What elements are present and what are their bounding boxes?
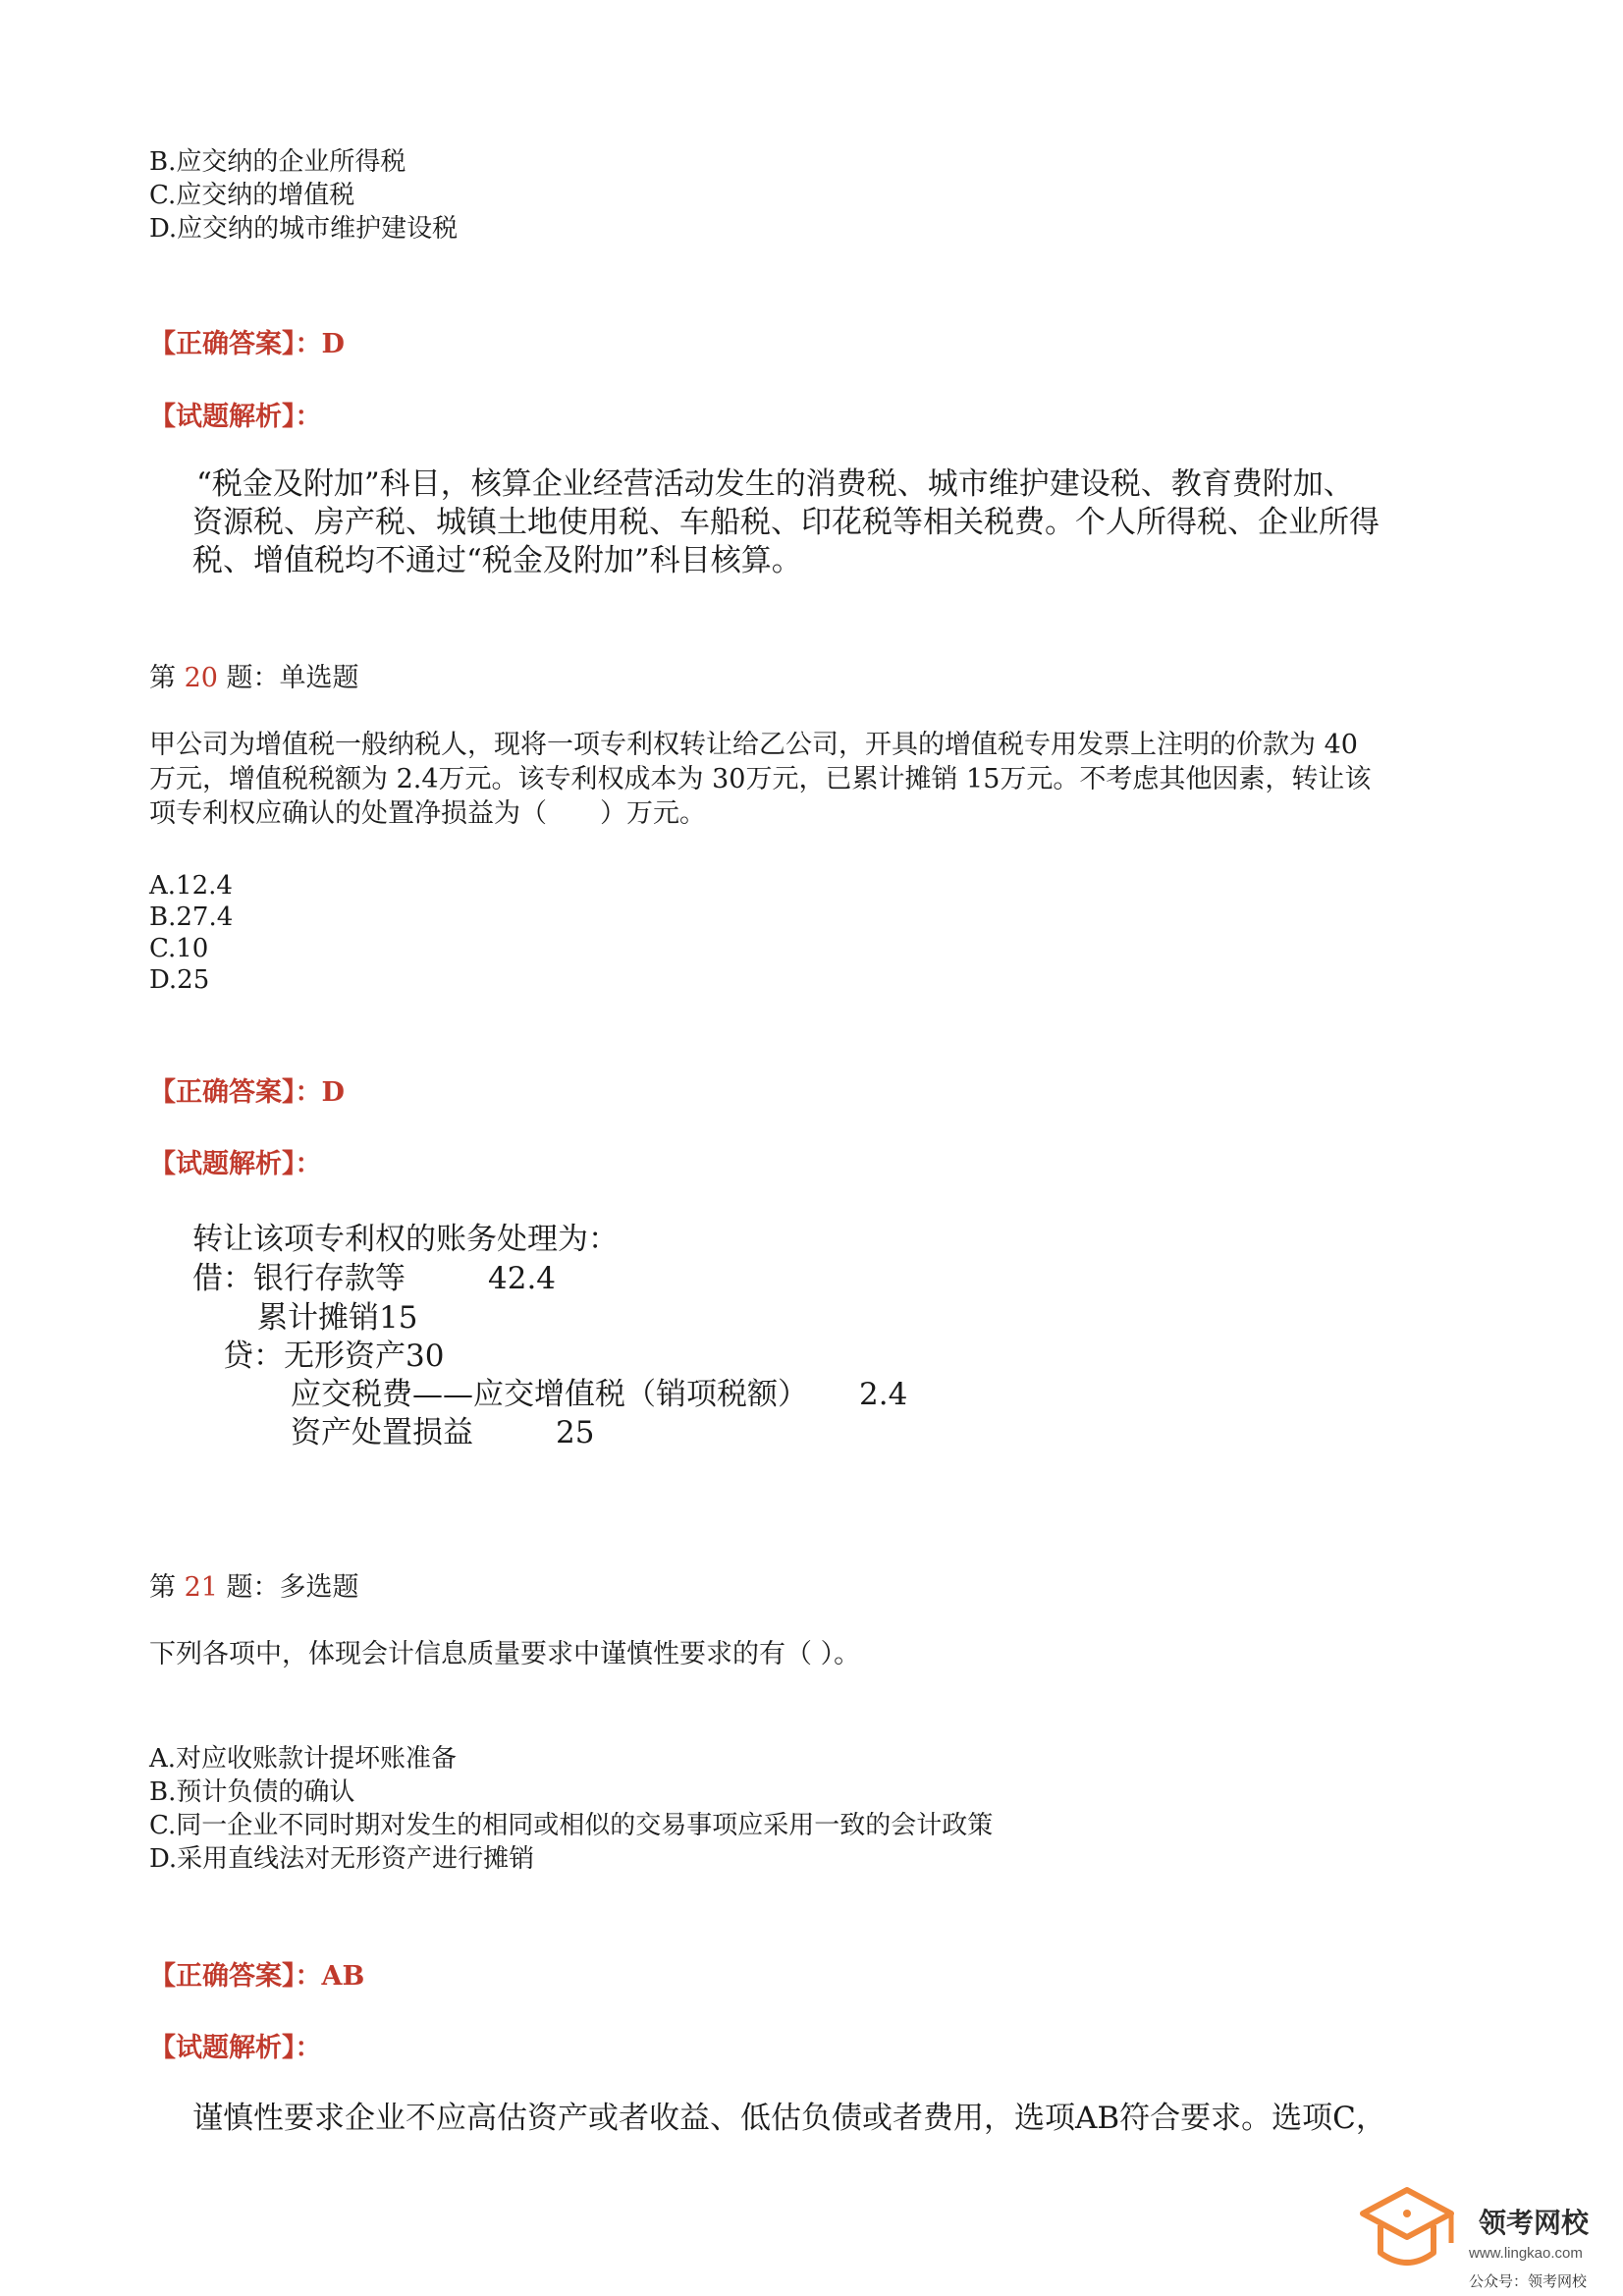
q20-entry-debit-1 xyxy=(192,1253,556,1297)
graduation-cap-icon xyxy=(1353,2182,1461,2290)
q21-answer xyxy=(149,1954,364,1993)
answer-value: D xyxy=(321,1077,345,1108)
question-number: 20 xyxy=(184,663,218,693)
q20-analysis-label: 【试题解析】： xyxy=(149,1149,322,1179)
q-type: 题：多选题 xyxy=(226,1572,359,1603)
credit-amount: 2.4 xyxy=(859,1377,908,1412)
q20-option-c: C.10 xyxy=(149,934,209,963)
q20-entry-credit-1: 贷：无形资产30 xyxy=(223,1339,445,1374)
q19-option-b: B.应交纳的企业所得税 xyxy=(149,147,406,177)
q20-entry-credit-3 xyxy=(291,1407,594,1451)
q21-option-b: B.预计负债的确认 xyxy=(149,1777,355,1807)
brand-url: www.lingkao.com xyxy=(1469,2245,1583,2262)
q-prefix: 第 xyxy=(149,663,176,693)
q-prefix: 第 xyxy=(149,1572,176,1603)
q19-analysis-line-1: “税金及附加”科目，核算企业经营活动发生的消费税、城市维护建设税、教育费附加、 xyxy=(196,466,1354,502)
answer-value: AB xyxy=(321,1961,365,1992)
q19-analysis-line-2: 资源税、房产税、城镇土地使用税、车船税、印花税等相关税费。个人所得税、企业所得 xyxy=(192,505,1380,540)
q20-entry-intro: 转让该项专利权的账务处理为： xyxy=(192,1222,619,1257)
answer-label: 【正确答案】： xyxy=(149,1961,322,1992)
q-type: 题：单选题 xyxy=(226,663,359,693)
q20-option-a: A.12.4 xyxy=(149,871,233,901)
q20-answer xyxy=(149,1070,345,1109)
credit-account: 资产处置损益 xyxy=(291,1415,473,1450)
debit-account: 借：银行存款等 xyxy=(192,1261,406,1296)
q21-analysis-text: 谨慎性要求企业不应高估资产或者收益、低估负债或者费用，选项AB符合要求。选项C， xyxy=(192,2101,1386,2136)
q19-analysis-label: 【试题解析】： xyxy=(149,402,322,432)
q21-heading xyxy=(149,1565,359,1604)
q21-text: 下列各项中，体现会计信息质量要求中谨慎性要求的有（ ）。 xyxy=(149,1639,861,1669)
answer-value: D xyxy=(321,329,345,359)
q20-text-line-1: 甲公司为增值税一般纳税人，现将一项专利权转让给乙公司，开具的增值税专用发票上注明的价款为 40 xyxy=(149,730,1358,760)
q20-option-b: B.27.4 xyxy=(149,902,234,932)
credit-amount: 25 xyxy=(556,1415,595,1450)
brand-wechat: 公众号：领考网校 xyxy=(1469,2273,1588,2290)
credit-account: 应交税费——应交增值税（销项税额） xyxy=(291,1377,808,1412)
q21-option-d: D.采用直线法对无形资产进行摊销 xyxy=(149,1844,535,1874)
q19-answer xyxy=(149,322,345,360)
answer-label: 【正确答案】： xyxy=(149,329,322,359)
q20-heading xyxy=(149,656,359,694)
question-number: 21 xyxy=(184,1572,218,1603)
brand-logo xyxy=(1353,2182,1608,2290)
q21-option-a: A.对应收账款计提坏账准备 xyxy=(149,1744,458,1774)
q21-analysis-label: 【试题解析】： xyxy=(149,2033,322,2063)
q19-option-c: C.应交纳的增值税 xyxy=(149,181,355,210)
answer-label: 【正确答案】： xyxy=(149,1077,322,1108)
debit-amount: 42.4 xyxy=(488,1261,557,1296)
q19-analysis-line-3: 税、增值税均不通过“税金及附加”科目核算。 xyxy=(192,543,802,578)
q21-option-c: C.同一企业不同时期对发生的相同或相似的交易事项应采用一致的会计政策 xyxy=(149,1811,994,1840)
q20-entry-debit-2: 累计摊销15 xyxy=(257,1300,418,1336)
brand-name: 领考网校 xyxy=(1479,2208,1590,2238)
q19-option-d: D.应交纳的城市维护建设税 xyxy=(149,214,459,244)
q20-text-line-2: 万元，增值税税额为 2.4万元。该专利权成本为 30万元，已累计摊销 15万元。不考虑其他因素，转让该 xyxy=(149,764,1372,794)
q20-option-d: D.25 xyxy=(149,965,210,995)
q20-text-line-3: 项专利权应确认的处置净损益为（ ）万元。 xyxy=(149,798,706,829)
